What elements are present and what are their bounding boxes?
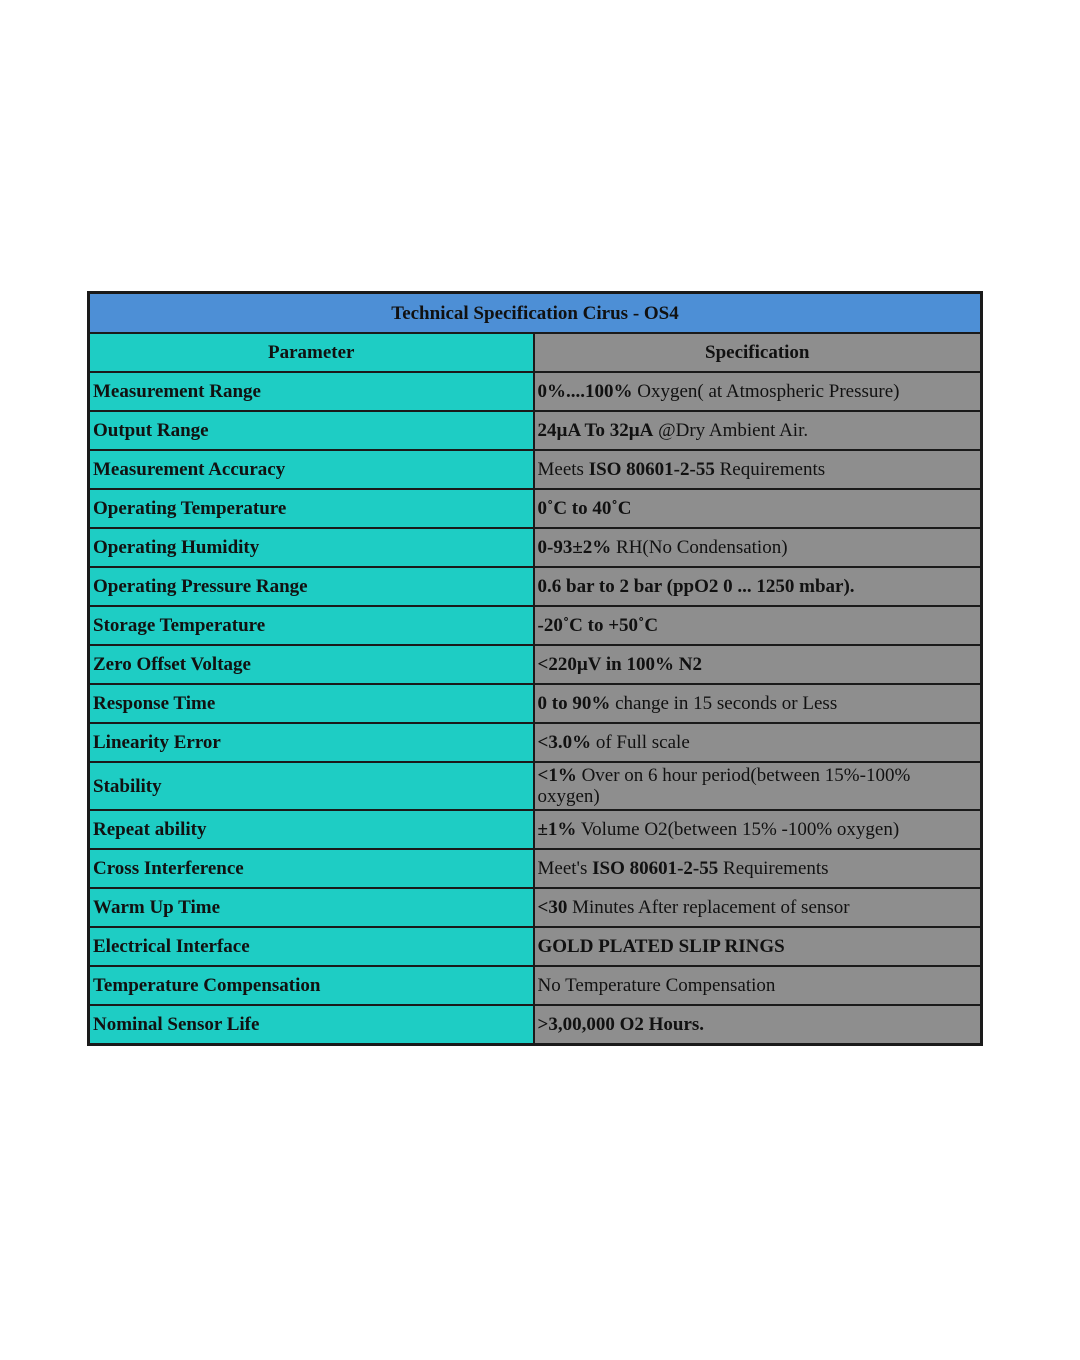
specification-cell: [534, 888, 982, 927]
spec-value-prefix: Meets: [537, 459, 589, 480]
parameter-cell: Stability: [89, 762, 534, 810]
parameter-cell: Linearity Error: [89, 723, 534, 762]
parameter-cell: Output Range: [89, 411, 534, 450]
table-title: Technical Specification Cirus - OS4: [89, 293, 982, 334]
parameter-cell: Warm Up Time: [89, 888, 534, 927]
table-header-row: [89, 333, 982, 372]
specification-cell: [534, 684, 982, 723]
spec-value-bold: <220µV in 100% N2: [537, 654, 702, 675]
table-row: [89, 966, 982, 1005]
spec-value-text: @Dry Ambient Air.: [653, 420, 809, 441]
spec-value-bold: 0.6 bar to 2 bar (ppO2 0 ... 1250 mbar).: [537, 576, 855, 597]
spec-value-bold: -20˚C to +50˚C: [537, 615, 659, 636]
table-row: [89, 723, 982, 762]
table-row: [89, 810, 982, 849]
table-row: [89, 450, 982, 489]
parameter-cell: Response Time: [89, 684, 534, 723]
spec-value-bold: ISO 80601-2-55: [592, 858, 719, 879]
parameter-cell: Operating Pressure Range: [89, 567, 534, 606]
spec-value-bold: <3.0%: [537, 732, 592, 753]
spec-value-bold: 0%....100%: [537, 381, 633, 402]
specification-cell: [534, 1005, 982, 1045]
parameter-cell: Cross Interference: [89, 849, 534, 888]
table-row: [89, 411, 982, 450]
parameter-header: Parameter: [89, 333, 534, 372]
parameter-cell: Operating Temperature: [89, 489, 534, 528]
spec-value-text: Over on 6 hour period(between 15%-100% oxygen): [537, 765, 911, 807]
table-row: [89, 567, 982, 606]
table-row: [89, 645, 982, 684]
parameter-cell: Measurement Accuracy: [89, 450, 534, 489]
spec-value-bold: 0˚C to 40˚C: [537, 498, 632, 519]
table-row: [89, 489, 982, 528]
spec-value-text: RH(No Condensation): [611, 537, 788, 558]
specification-cell: [534, 567, 982, 606]
specification-cell: [534, 489, 982, 528]
specification-cell: [534, 762, 982, 810]
spec-value-bold: 0-93±2%: [537, 537, 612, 558]
spec-value-text: Minutes After replacement of sensor: [567, 897, 850, 918]
spec-value-bold: <1%: [537, 765, 577, 786]
spec-value-prefix: Meet's: [537, 858, 593, 879]
spec-value-text: Volume O2(between 15% -100% oxygen): [576, 819, 900, 840]
spec-table: [87, 291, 983, 1046]
spec-value-text: Requirements: [714, 459, 826, 480]
specification-cell: [534, 723, 982, 762]
spec-value-bold: >3,00,000 O2 Hours.: [537, 1014, 705, 1035]
parameter-cell: Measurement Range: [89, 372, 534, 411]
specification-cell: [534, 810, 982, 849]
table-row: [89, 849, 982, 888]
specification-cell: [534, 966, 982, 1005]
spec-value-text: Oxygen( at Atmospheric Pressure): [632, 381, 900, 402]
parameter-cell: Nominal Sensor Life: [89, 1005, 534, 1045]
parameter-cell: Electrical Interface: [89, 927, 534, 966]
specification-cell: [534, 606, 982, 645]
table-row: [89, 927, 982, 966]
spec-value-bold: GOLD PLATED SLIP RINGS: [537, 936, 785, 957]
parameter-cell: Storage Temperature: [89, 606, 534, 645]
spec-value-bold: <30: [537, 897, 568, 918]
parameter-cell: Repeat ability: [89, 810, 534, 849]
spec-value-bold: 0 to 90%: [537, 693, 611, 714]
table-row: [89, 528, 982, 567]
specification-cell: [534, 645, 982, 684]
table-row: [89, 684, 982, 723]
specification-cell: [534, 411, 982, 450]
table-row: [89, 372, 982, 411]
spec-value-text: change in 15 seconds or Less: [610, 693, 838, 714]
spec-value-bold: 24µA To 32µA: [537, 420, 654, 441]
specification-header: Specification: [534, 333, 982, 372]
table-row: [89, 606, 982, 645]
specification-cell: [534, 849, 982, 888]
specification-cell: [534, 450, 982, 489]
table-title-row: [89, 293, 982, 334]
specification-cell: [534, 927, 982, 966]
spec-value-text: No Temperature Compensation: [537, 975, 776, 996]
spec-value-bold: ±1%: [537, 819, 577, 840]
parameter-cell: Zero Offset Voltage: [89, 645, 534, 684]
specification-cell: [534, 372, 982, 411]
spec-value-text: of Full scale: [591, 732, 690, 753]
table-row: [89, 888, 982, 927]
parameter-cell: Operating Humidity: [89, 528, 534, 567]
spec-value-text: Requirements: [718, 858, 829, 879]
table-row: [89, 762, 982, 810]
spec-value-bold: ISO 80601-2-55: [588, 459, 715, 480]
parameter-cell: Temperature Compensation: [89, 966, 534, 1005]
table-row: [89, 1005, 982, 1045]
specification-cell: [534, 528, 982, 567]
